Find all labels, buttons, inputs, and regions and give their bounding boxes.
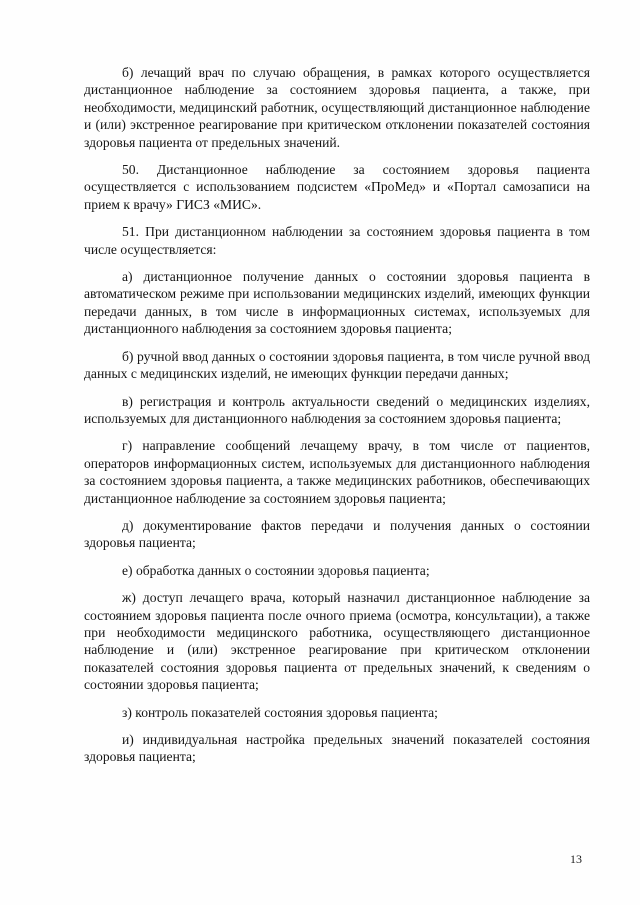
paragraph-51: 51. При дистанционном наблюдении за состоянием здоровья пациента в том числе осуществляется:	[84, 224, 590, 257]
list-item-zh: ж) доступ лечащего врача, который назначил дистанционное наблюдение за состоянием здоровья пациента после очного приема (осмотра, консультации), а также при необходимости медицинского работника, осуществляющего дистанционное наблюдение и (или) экстренное реагирование при критическом отклонении показателей состояния здоровья пациента от предельных значений, к сведениям о состоянии здоровья пациента;	[84, 590, 590, 693]
list-item-g: г) направление сообщений лечащему врачу, в том числе от пациентов, операторов информационных систем, используемых для дистанционного наблюдения за состоянием здоровья пациента, а также медицинских работников, обеспечивающих дистанционное наблюдение за состоянием здоровья пациента;	[84, 438, 590, 506]
list-item-i: и) индивидуальная настройка предельных значений показателей состояния здоровья пациента;	[84, 732, 590, 765]
paragraph-50: 50. Дистанционное наблюдение за состоянием здоровья пациента осуществляется с использованием подсистем «ПроМед» и «Портал самозаписи на прием к врачу» ГИСЗ «МИС».	[84, 162, 590, 212]
list-item-e: е) обработка данных о состоянии здоровья пациента;	[122, 562, 430, 578]
paragraph-b-attending-doctor: б) лечащий врач по случаю обращения, в рамках которого осуществляется дистанционное наблюдение за состоянием здоровья пациента, а также, при необходимости, медицинский работник, осуществляющий дистанционное наблюдение и (или) экстренное реагирование при критическом отклонении показателей состояния здоровья пациента от предельных значений.	[84, 65, 590, 150]
list-item-a: а) дистанционное получение данных о состоянии здоровья пациента в автоматическом режиме при использовании медицинских изделий, имеющих функции передачи данных, в том числе в информационных системах, используемых для дистанционного наблюдения за состоянием здоровья пациента;	[84, 269, 590, 337]
list-item-b: б) ручной ввод данных о состоянии здоровья пациента, в том числе ручной ввод данных с медицинских изделий, не имеющих функции передачи данных;	[84, 348, 590, 382]
list-item-z: з) контроль показателей состояния здоровья пациента;	[122, 704, 438, 720]
list-item-d: д) документирование фактов передачи и получения данных о состоянии здоровья пациента;	[84, 517, 590, 551]
document-body	[84, 64, 590, 776]
page-number: 13	[570, 852, 582, 866]
list-item-v: в) регистрация и контроль актуальности сведений о медицинских изделиях, используемых для дистанционного наблюдения за состоянием здоровья пациента;	[84, 393, 590, 426]
